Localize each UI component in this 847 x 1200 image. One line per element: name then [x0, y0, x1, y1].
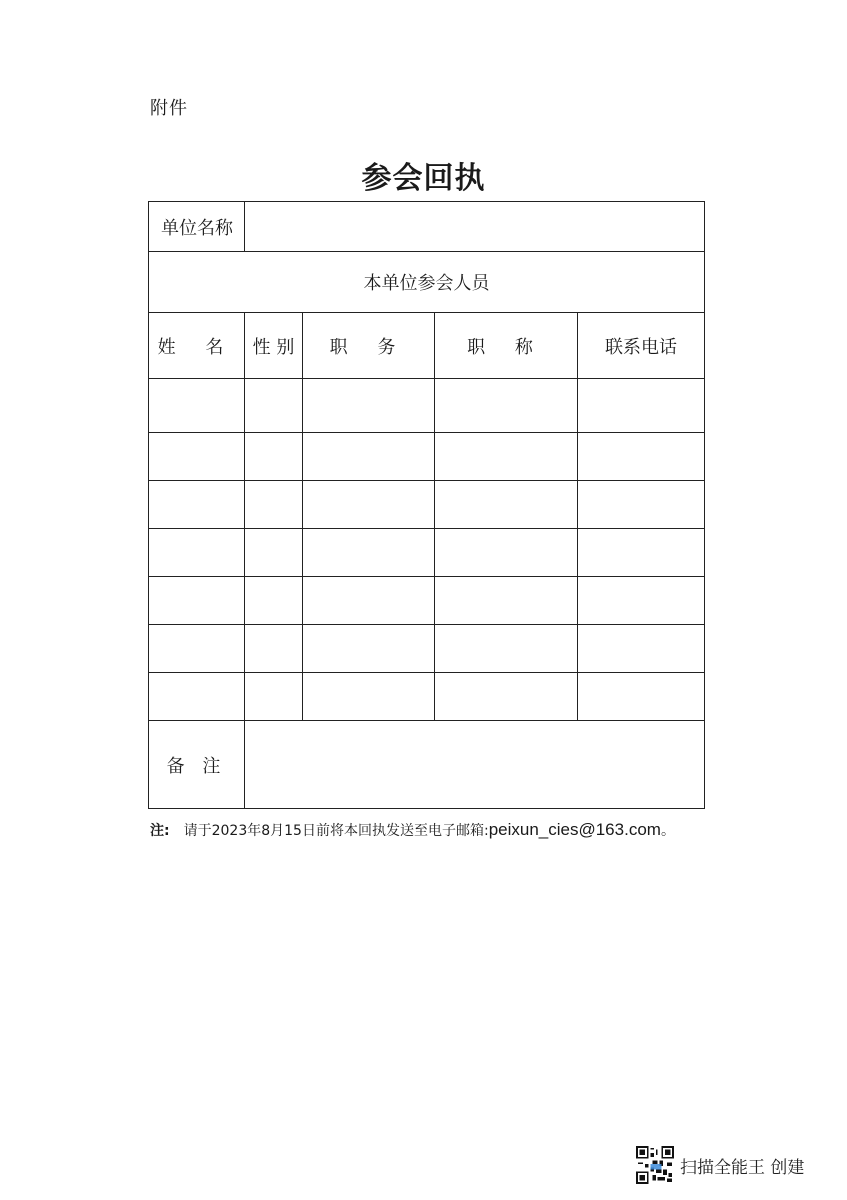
gender-cell[interactable] — [245, 529, 303, 577]
position-cell[interactable] — [303, 625, 435, 673]
phone-cell[interactable] — [578, 379, 705, 433]
name-cell[interactable] — [149, 481, 245, 529]
table-row — [149, 529, 705, 577]
position-cell[interactable] — [303, 529, 435, 577]
position-cell[interactable] — [303, 481, 435, 529]
contact-email: peixun_cies@163.com — [488, 820, 661, 839]
column-header-gender: 性 别 — [245, 313, 303, 379]
name-cell[interactable] — [149, 673, 245, 721]
table-row — [149, 481, 705, 529]
attendees-section-label: 本单位参会人员 — [149, 252, 705, 313]
phone-cell[interactable] — [578, 673, 705, 721]
phone-cell[interactable] — [578, 529, 705, 577]
title-cell[interactable] — [435, 625, 578, 673]
gender-cell[interactable] — [245, 379, 303, 433]
watermark-text: 扫描全能王 创建 — [680, 1157, 805, 1178]
title-cell[interactable] — [435, 673, 578, 721]
table-row — [149, 433, 705, 481]
name-cell[interactable] — [149, 379, 245, 433]
note-end-mark: 。 — [660, 823, 675, 839]
position-cell[interactable] — [303, 577, 435, 625]
name-cell[interactable] — [149, 529, 245, 577]
table-row — [149, 625, 705, 673]
phone-cell[interactable] — [578, 625, 705, 673]
remarks-label: 备 注 — [149, 721, 245, 809]
name-cell[interactable] — [149, 433, 245, 481]
column-header-title: 职 称 — [435, 313, 578, 379]
gender-cell[interactable] — [245, 481, 303, 529]
note-prefix: 注: — [150, 823, 170, 839]
table-row — [149, 379, 705, 433]
column-header-position: 职 务 — [303, 313, 435, 379]
column-header-name: 姓 名 — [149, 313, 245, 379]
gender-cell[interactable] — [245, 625, 303, 673]
phone-cell[interactable] — [578, 433, 705, 481]
title-cell[interactable] — [435, 577, 578, 625]
page-title: 参会回执 — [361, 161, 486, 196]
reply-form-table — [148, 201, 705, 809]
note-text: 请于2023年8月15日前将本回执发送至电子邮箱: — [183, 823, 489, 839]
title-cell[interactable] — [435, 433, 578, 481]
position-cell[interactable] — [303, 379, 435, 433]
phone-cell[interactable] — [578, 481, 705, 529]
remarks-row — [149, 721, 705, 809]
column-header-phone: 联系电话 — [578, 313, 705, 379]
title-cell[interactable] — [435, 481, 578, 529]
attachment-label: 附件 — [150, 98, 188, 119]
unit-name-row — [149, 202, 705, 252]
table-header-row — [149, 313, 705, 379]
attendees-section-row — [149, 252, 705, 313]
name-cell[interactable] — [149, 577, 245, 625]
title-cell[interactable] — [435, 379, 578, 433]
title-cell[interactable] — [435, 529, 578, 577]
unit-name-field[interactable] — [245, 202, 705, 252]
gender-cell[interactable] — [245, 433, 303, 481]
scanner-watermark — [636, 1146, 804, 1184]
position-cell[interactable] — [303, 673, 435, 721]
unit-name-label: 单位名称 — [149, 202, 245, 252]
table-row — [149, 577, 705, 625]
table-row — [149, 673, 705, 721]
qr-code-icon — [636, 1146, 674, 1184]
position-cell[interactable] — [303, 433, 435, 481]
gender-cell[interactable] — [245, 577, 303, 625]
gender-cell[interactable] — [245, 673, 303, 721]
submission-note — [150, 820, 675, 840]
phone-cell[interactable] — [578, 577, 705, 625]
remarks-field[interactable] — [245, 721, 705, 809]
name-cell[interactable] — [149, 625, 245, 673]
